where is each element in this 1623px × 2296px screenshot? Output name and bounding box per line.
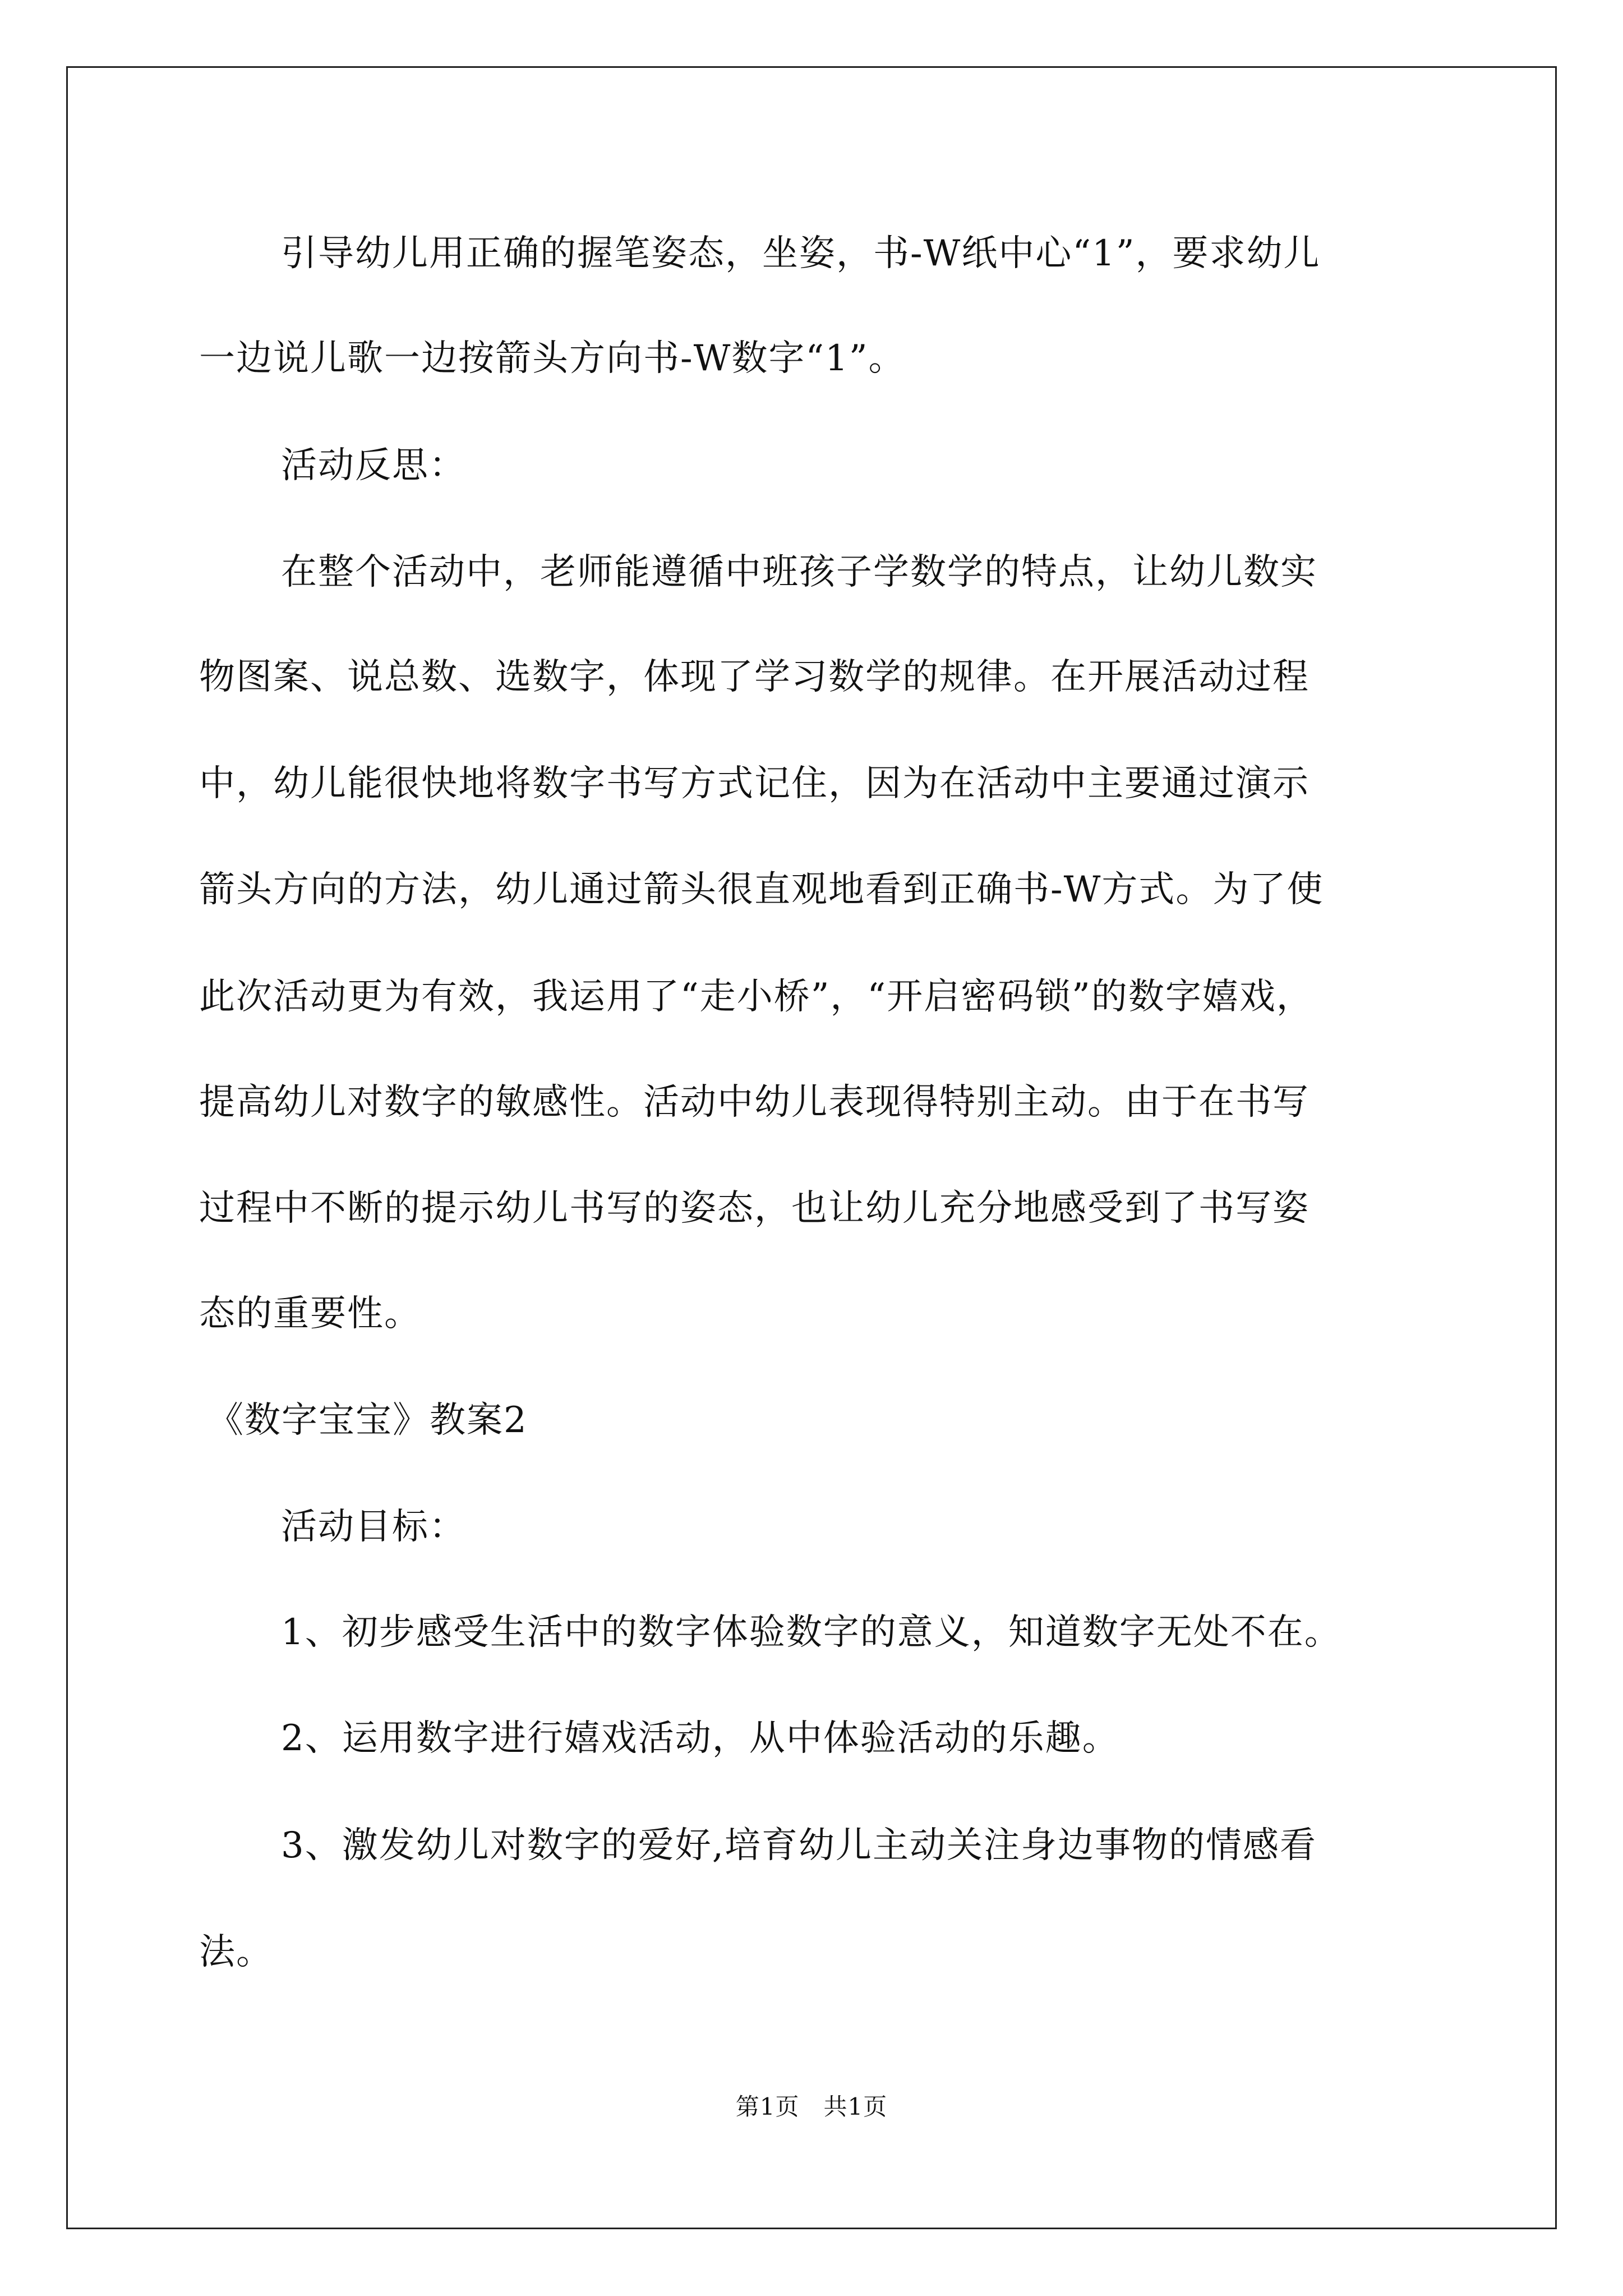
- paragraph-line: 一边说儿歌一边按箭头方向书-W数字“1”。: [199, 338, 906, 379]
- paragraph-line: 过程中不断的提示幼儿书写的姿态，也让幼儿充分地感受到了书写姿: [199, 1188, 1310, 1229]
- page-border: [66, 66, 1557, 2229]
- page-footer: 第1页 共1页: [735, 2093, 888, 2120]
- paragraph-line: 中，幼儿能很快地将数字书写方式记住，因为在活动中主要通过演示: [199, 763, 1310, 804]
- paragraph-line: 在整个活动中，老师能遵循中班孩子学数学的特点，让幼儿数实: [281, 551, 1317, 593]
- paragraph-line: 提高幼儿对数字的敏感性。活动中幼儿表现得特别主动。由于在书写: [199, 1082, 1310, 1123]
- section-label: 活动反思：: [281, 445, 466, 486]
- paragraph-line: 引导幼儿用正确的握笔姿态，坐姿，书-W纸中心“1”，要求幼儿: [281, 233, 1321, 274]
- paragraph-line: 法。: [199, 1931, 273, 1973]
- section-heading: 《数字宝宝》教案2: [208, 1400, 528, 1441]
- list-item: 3、激发幼儿对数字的爱好,培育幼儿主动关注身边事物的情感看: [281, 1825, 1317, 1866]
- list-item: 2、运用数字进行嬉戏活动，从中体验活动的乐趣。: [281, 1718, 1119, 1759]
- paragraph-line: 此次活动更为有效，我运用了“走小桥”，“开启密码锁”的数字嬉戏，: [199, 976, 1313, 1018]
- list-item: 1、初步感受生活中的数字体验数字的意义，知道数字无处不在。: [281, 1612, 1341, 1653]
- section-label: 活动目标：: [281, 1506, 466, 1548]
- paragraph-line: 态的重要性。: [199, 1293, 421, 1335]
- paragraph-line: 物图案、说总数、选数字，体现了学习数学的规律。在开展活动过程: [199, 656, 1310, 698]
- paragraph-line: 箭头方向的方法，幼儿通过箭头很直观地看到正确书-W方式。为了使: [199, 869, 1324, 910]
